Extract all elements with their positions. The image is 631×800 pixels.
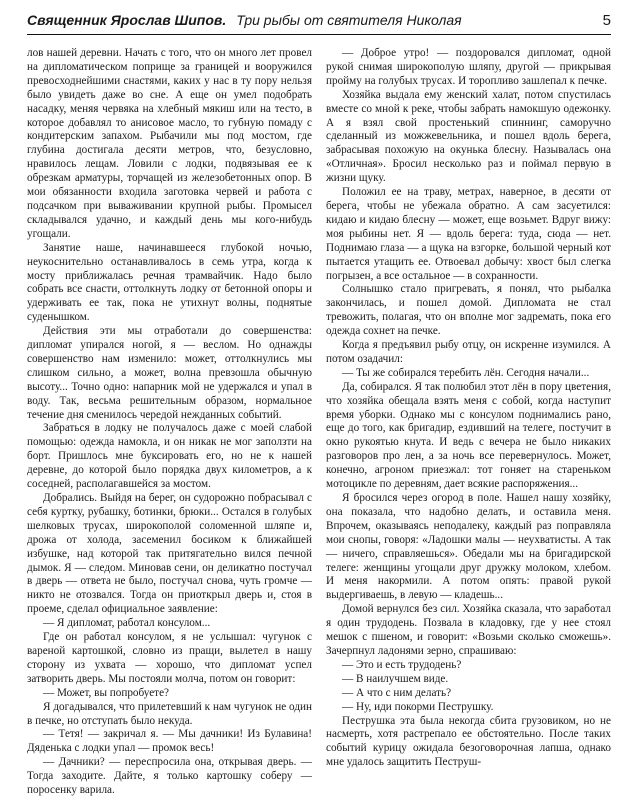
paragraph: лов нашей деревни. Начать с того, что он много лет провел на дипломатическом поприще за границей и вооружился превосходнейшими снастями, каких у нас в ту пору нельзя было увидеть даже во сне. А еще он умел подобрать насадку, меняя червяка на хлебный мякиш или на тесто, в которое добавлял то анисовое масло, то губную помаду с кондитерским запахом. Рыбачили мы под мостом, где глубина достигала десяти метров, что, безусловно, нравилось лещам. Ловили с лодки, подвязывая ее к обрезкам арматуры, торчащей из железобетонных опор. В мои обязанности входила заготовка червей и работа с подсачком при вываживании крупной рыбы. Промысел складывался удачно, и каждый день мы кого-нибудь угощали. [27,47,312,240]
paragraph: — Ты же собирался теребить лён. Сегодня начали... [342,366,590,379]
paragraph: — Может, вы попробуете? [43,686,170,699]
header-left [27,12,462,28]
paragraph: — Доброе утро! — поздоровался дипломат, одной рукой снимая широкополую шляпу, другой — прикрывая пройму на голубых трусах. И торопливо зашлепал к печке. [326,47,611,87]
paragraph: — Я дипломат, работал консулом... [43,617,211,630]
header-author: Священник Ярослав Шипов. [27,12,227,28]
paragraph: Хозяйка выдала ему женский халат, потом спустилась вместе со мной к реке, чтобы забрать намокшую одежонку. А я взял свой простенький спиннинг, саморучно сделанный из можжевельника, и пошел вдоль берега, забрасывая похожую на окунька блесну. Называлась она «Отличная». Бросил несколько раз и поймал первую в жизни щуку. [326,88,611,185]
paragraph: Забраться в лодку не получалось даже с моей слабой помощью: одежда намокла, и он никак не мог заползти на борт. Пришлось мне буксировать его, но не к нашей деревне, до которой было порядка двух километров, а к соседней, располагавшейся за мостом. [27,422,312,491]
paragraph: Действия эти мы отработали до совершенства: дипломат упирался ногой, я — веслом. Но однажды совершенство нам изменило: может, оттолкнулись мы слишком сильно, а может, волна превзошла обычную высоту... Точно одно: напарник мой не удержался и упал в воду. Так, весьма решительным образом, нормальное течение дня сменилось чередой нежданных событий. [27,325,312,421]
paragraph: Добрались. Выйдя на берег, он судорожно побрасывал с себя куртку, рубашку, ботинки, брюки... Остался в голубых шелковых трусах, широкополой соломенной шляпе и, дрожа от холода, засеменил босиком к ближайшей избушке, над которой так притягательно вился печной дымок. Я — следом. Миновав сени, он деликатно постучал в дверь — ответа не было, постучал снова, чуть громче — никто не отозвался. Тогда он приоткрыл дверь и, стоя в проеме, сделал официальное заявление: [27,492,312,616]
page-number: 5 [602,12,611,29]
paragraph: Положил ее на траву, метрах, наверное, в десяти от берега, чтобы не убежала обратно. А сам засуетился: кидаю и кидаю блесну — может, еще возьмет. Вдруг вижу: моя рыбины нет. Я — вдоль берега: туда, сюда — нет. Поднимаю глаза — а щука на взгорке, большой черный кот пытается утащить ее. Отвоевал добычу: хвост был слегка погрызен, а все остальное — в сохранности. [326,186,611,282]
paragraph: Домой вернулся без сил. Хозяйка сказала, что заработал я один трудодень. Позвала в кладовку, где у нее стоял мешок с пшеном, и говорит: «Возьми сколько сможешь». Зачерпнул ладонями зерно, спрашиваю: [326,603,611,657]
running-header [27,12,611,35]
paragraph: Когда я предъявил рыбу отцу, он искренне изумился. А потом озадачил: [326,339,611,365]
paragraph: — Ну, иди покорми Пеструшку. [342,700,494,713]
paragraph: — Тетя! — закричал я. — Мы дачники! Из Булавина! Дяденька с лодки упал — промок весь! [27,728,312,755]
paragraph: — А что с ним делать? [342,686,452,699]
header-title: Три рыбы от святителя Николая [236,12,462,28]
paragraph: Где он работал консулом, я не услышал: чугунок с вареной картошкой, словно из пращи, вылетел в нашу сторону из ухвата — хорошо, что дипломат успел затворить дверь. Мы постояли молча, потом он говорит: [27,631,312,685]
paragraph: Занятие наше, начинавшееся глубокой ночью, неукоснительно останавливалось в семь утра, когда к мосту приближалась речная трамвайчик. Надо было собрать все снасти, оттолкнуть лодку от бетонной опоры и удерживать ее так, пока не утихнут волны, поднятые суденышком. [27,241,312,324]
text-columns [27,47,611,799]
left-column [27,47,312,799]
paragraph: — В наилучшем виде. [342,672,449,685]
paragraph: Пеструшка эта была некогда сбита грузовиком, но не насмерть, хотя растрепало ее обстоятельно. После таких событий курицу ожидала безоговорочная лапша, однако мне удалось защитить Пеструш- [326,714,611,769]
right-column [326,47,611,799]
paragraph: — Дачники? — переспросила она, открывая дверь. — Тогда заходите. Дайте, я только картошку соберу — поросенку варила. [27,756,312,797]
paragraph: Да, собирался. Я так полюбил этот лён в пору цветения, что хозяйка обещала взять меня с собой, когда наступит время уборки. Однако мы с консулом поднимались рано, еще до того, как бригадир, ездивший на телеге, постучит в окно рукоятью кнута. И ведь с вечера не было никаких разговоров про лен, а за ночь все перевернулось. Может, конечно, агроном приезжал: тот гоняет на стареньком мотоцикле по деревням, дает всякие распоряжения... [326,380,611,491]
paragraph: Я бросился через огород в поле. Нашел нашу хозяйку, она показала, что надобно делать, и оставила меня. Впрочем, оказываясь неподалеку, каждый раз поправляла мои снопы, говоря: «Ладошки малы — неухватисты. А так — ничего, справляешься». Обедали мы на бригадирской телеге: женщины угощали друг дружку молоком, хлебом. И меня накормили. А потом опять: правой рукой выдергиваешь, в левую — кладешь... [326,492,611,602]
paragraph: Солнышко стало пригревать, я понял, что рыбалка закончилась, и пошел домой. Дипломата не стал тревожить, полагая, что он вполне мог задремать, пока его одежда сохнет на печке. [326,283,611,338]
paragraph: — Это и есть трудодень? [342,658,462,671]
paragraph: Я догадывался, что прилетевший к нам чугунок не один в печке, но отступать было некуда. [27,700,312,727]
